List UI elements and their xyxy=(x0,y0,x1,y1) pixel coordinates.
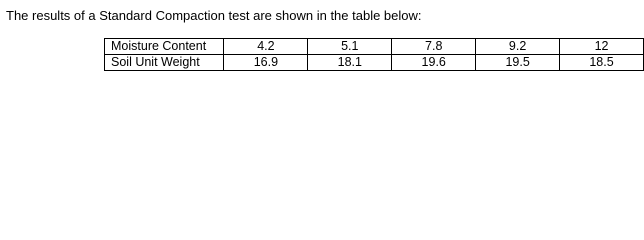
row-label-soil-unit-weight: Soil Unit Weight xyxy=(105,55,224,71)
intro-text: The results of a Standard Compaction test are shown in the table below: xyxy=(6,8,422,23)
table-cell: 18.5 xyxy=(560,55,644,71)
compaction-results-table xyxy=(104,38,644,71)
row-label-moisture-content: Moisture Content xyxy=(105,39,224,55)
table-cell: 4.2 xyxy=(224,39,308,55)
table-cell: 9.2 xyxy=(476,39,560,55)
table-cell: 12 xyxy=(560,39,644,55)
table-cell: 19.5 xyxy=(476,55,560,71)
table-cell: 16.9 xyxy=(224,55,308,71)
table-cell: 18.1 xyxy=(308,55,392,71)
table-cell: 19.6 xyxy=(392,55,476,71)
table-cell: 5.1 xyxy=(308,39,392,55)
table-row-moisture-content xyxy=(105,39,644,55)
table-row-soil-unit-weight xyxy=(105,55,644,71)
table-cell: 7.8 xyxy=(392,39,476,55)
